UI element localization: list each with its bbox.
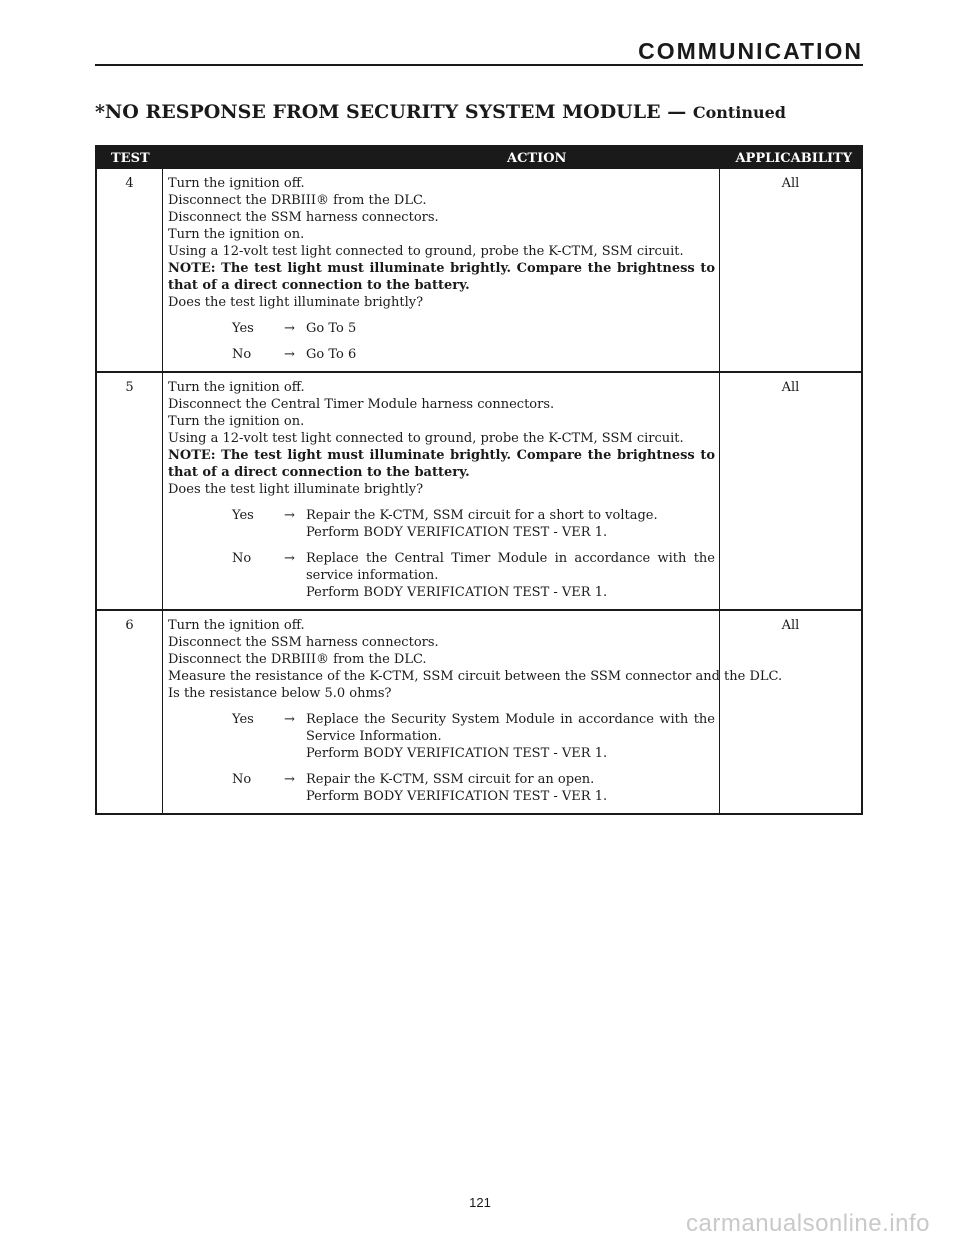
title-continued: Continued — [692, 103, 786, 122]
applicability: All — [781, 176, 800, 191]
page-number: 121 — [469, 1195, 491, 1210]
diagnostic-table — [95, 145, 863, 815]
action-step: Disconnect the DRBIII® from the DLC. — [168, 652, 427, 667]
answer-no — [168, 346, 715, 363]
action-step: Disconnect the SSM harness connectors. — [168, 635, 439, 650]
table-body — [97, 169, 861, 813]
answer-text — [306, 507, 715, 541]
action-step: Disconnect the Central Timer Module harness connectors. — [168, 397, 555, 412]
applicability: All — [781, 618, 800, 633]
action-step: Disconnect the SSM harness connectors. — [168, 210, 439, 225]
action-step: Turn the ignition on. — [168, 414, 305, 429]
action-cell — [163, 611, 783, 813]
answer-label: No — [232, 551, 252, 566]
answer-line: Perform BODY VERIFICATION TEST - VER 1. — [306, 746, 608, 761]
arrow-icon: → — [284, 551, 295, 566]
answer-line: Go To 5 — [306, 321, 357, 336]
answer-yes — [168, 320, 715, 337]
answer-yes — [168, 507, 715, 541]
action-step: Measure the resistance of the K-CTM, SSM circuit between the SSM connector and the DLC. — [168, 669, 783, 684]
watermark: carmanualsonline.info — [686, 1210, 930, 1237]
answer-line: Perform BODY VERIFICATION TEST - VER 1. — [306, 789, 608, 804]
answer-text — [306, 320, 715, 337]
action-step: Turn the ignition off. — [168, 380, 305, 395]
action-question: Is the resistance below 5.0 ohms? — [168, 686, 392, 701]
test-number: 4 — [97, 169, 163, 371]
answer-line: Go To 6 — [306, 347, 357, 362]
answer-text — [306, 771, 715, 805]
action-step: Using a 12-volt test light connected to ground, probe the K-CTM, SSM circuit. — [168, 244, 684, 259]
action-note: NOTE: The test light must illuminate brightly. Compare the brightness to that of a direct connection to the battery. — [168, 448, 715, 480]
answer-label: Yes — [232, 321, 254, 336]
action-step: Disconnect the DRBIII® from the DLC. — [168, 193, 427, 208]
arrow-icon: → — [284, 712, 295, 727]
answer-line: Perform BODY VERIFICATION TEST - VER 1. — [306, 585, 608, 600]
answer-line: Replace the Security System Module in accordance with the Service Information. — [306, 712, 715, 744]
header-test: TEST — [111, 151, 150, 166]
answer-yes — [168, 711, 715, 762]
test-number: 5 — [97, 373, 163, 609]
table-row — [97, 373, 861, 611]
action-cell — [163, 373, 720, 609]
header-rule — [95, 64, 863, 66]
answer-text — [306, 711, 715, 762]
action-question: Does the test light illuminate brightly? — [168, 482, 424, 497]
arrow-icon: → — [284, 321, 295, 336]
section-header: COMMUNICATION — [638, 38, 863, 64]
action-question: Does the test light illuminate brightly? — [168, 295, 424, 310]
arrow-icon: → — [284, 772, 295, 787]
table-row — [97, 611, 861, 813]
header-applicability: APPLICABILITY — [735, 151, 852, 166]
answer-no — [168, 550, 715, 601]
action-cell — [163, 169, 720, 371]
answer-label: Yes — [232, 508, 254, 523]
answer-text — [306, 550, 715, 601]
action-step: Turn the ignition on. — [168, 227, 305, 242]
answer-line: Repair the K-CTM, SSM circuit for an open. — [306, 772, 595, 787]
answer-line: Repair the K-CTM, SSM circuit for a short to voltage. — [306, 508, 658, 523]
answer-label: Yes — [232, 712, 254, 727]
action-step: Using a 12-volt test light connected to ground, probe the K-CTM, SSM circuit. — [168, 431, 684, 446]
test-number: 6 — [97, 611, 163, 813]
page-title — [95, 101, 786, 123]
answer-line: Replace the Central Timer Module in accordance with the service information. — [306, 551, 715, 583]
answer-label: No — [232, 347, 252, 362]
arrow-icon: → — [284, 508, 295, 523]
table-header — [97, 147, 861, 169]
page-title-text: *NO RESPONSE FROM SECURITY SYSTEM MODULE — — [95, 101, 687, 123]
header-action: ACTION — [507, 151, 567, 166]
arrow-icon: → — [284, 347, 295, 362]
answer-line: Perform BODY VERIFICATION TEST - VER 1. — [306, 525, 608, 540]
action-step: Turn the ignition off. — [168, 618, 305, 633]
answer-label: No — [232, 772, 252, 787]
answer-text — [306, 346, 715, 363]
table-row — [97, 169, 861, 373]
action-note: NOTE: The test light must illuminate brightly. Compare the brightness to that of a direct connection to the battery. — [168, 261, 715, 293]
action-step: Turn the ignition off. — [168, 176, 305, 191]
applicability: All — [781, 380, 800, 395]
answer-no — [168, 771, 715, 805]
